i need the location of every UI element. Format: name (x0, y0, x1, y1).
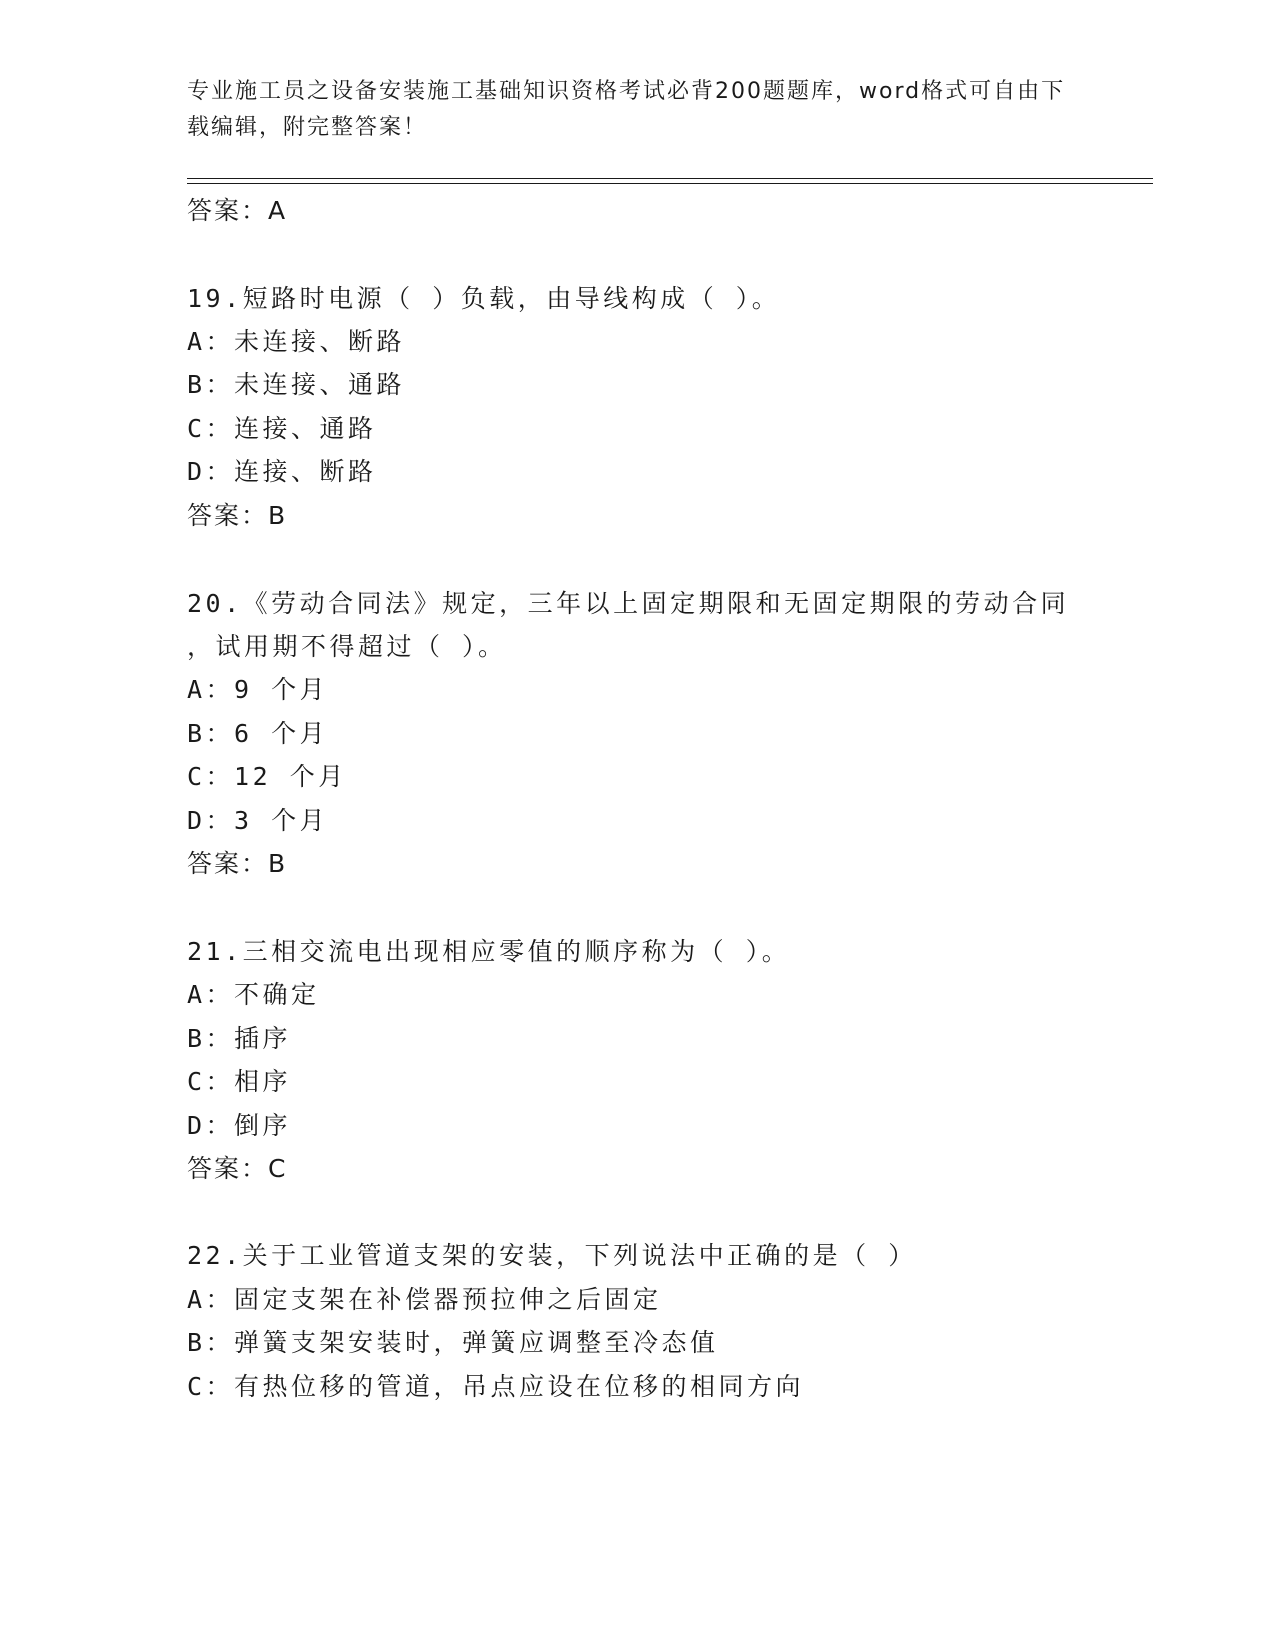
header-divider-bottom (187, 183, 1153, 184)
option-d: D：连接、断路 (187, 457, 377, 486)
answer-label: 答案：B (187, 501, 288, 530)
option-b: B：未连接、通路 (187, 370, 406, 399)
option-a: A：未连接、断路 (187, 327, 406, 356)
option-b: B：插序 (187, 1024, 292, 1053)
question-stem: 21.三相交流电出现相应零值的顺序称为（ ）。 (187, 937, 791, 966)
question-stem-continued: ，试用期不得超过（ ）。 (187, 632, 507, 661)
question-stem: 20.《劳动合同法》规定，三年以上固定期限和无固定期限的劳动合同 (187, 589, 1070, 618)
option-a: A：固定支架在补偿器预拉伸之后固定 (187, 1285, 662, 1314)
header-divider-top (187, 178, 1153, 179)
option-b: B：6 个月 (187, 719, 329, 748)
answer-label: 答案：A (187, 196, 288, 225)
document-header: 专业施工员之设备安装施工基础知识资格考试必背200题题库，word格式可自由下载编辑，附完整答案！ (187, 79, 1066, 140)
option-c: C：12 个月 (187, 762, 347, 791)
option-a: A：9 个月 (187, 675, 329, 704)
option-a: A：不确定 (187, 980, 320, 1009)
question-stem: 22.关于工业管道支架的安装，下列说法中正确的是（ ） (187, 1241, 917, 1270)
answer-label: 答案：C (187, 1154, 288, 1183)
answer-label: 答案：B (187, 849, 288, 878)
option-b: B：弹簧支架安装时，弹簧应调整至冷态值 (187, 1328, 719, 1357)
option-d: D：倒序 (187, 1111, 292, 1140)
option-c: C：相序 (187, 1067, 292, 1096)
option-d: D：3 个月 (187, 806, 329, 835)
option-c: C：连接、通路 (187, 414, 377, 443)
option-c: C：有热位移的管道，吊点应设在位移的相同方向 (187, 1372, 805, 1401)
question-stem: 19.短路时电源（ ）负载，由导线构成（ ）。 (187, 284, 781, 313)
